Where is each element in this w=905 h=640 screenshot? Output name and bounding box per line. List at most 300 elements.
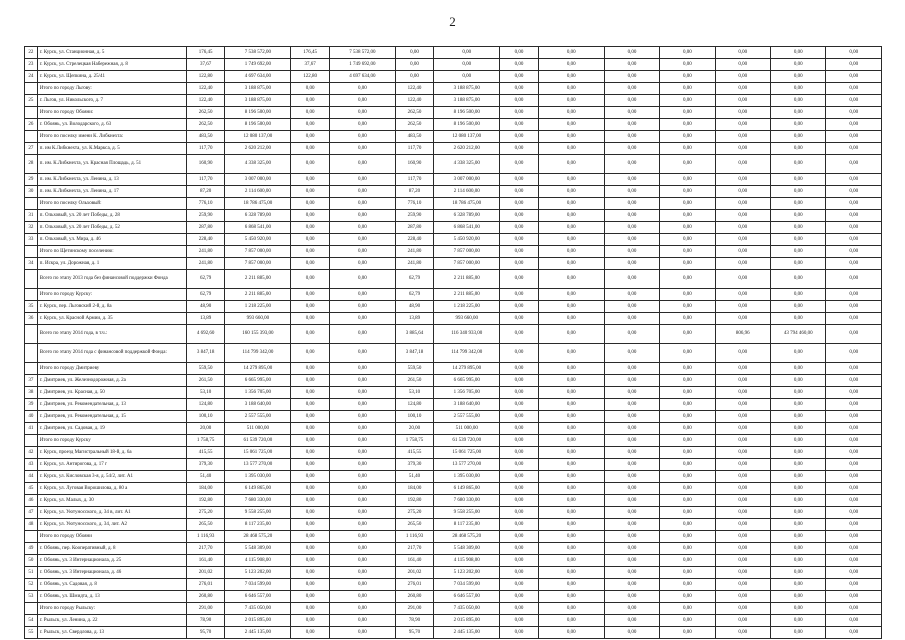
- table-cell: 1 749 692,00: [329, 59, 395, 71]
- table-cell: 0,00: [329, 363, 395, 375]
- table-cell: 0,00: [604, 325, 659, 344]
- table-cell: 0,00: [329, 627, 395, 639]
- table-row: [25, 375, 882, 387]
- table-cell: 806,96: [715, 325, 770, 344]
- table-cell: 0,00: [538, 313, 604, 325]
- table-cell: 0,00: [329, 423, 395, 435]
- table-cell: 1 356 705,00: [434, 387, 500, 399]
- row-number: [25, 270, 38, 289]
- table-cell: 228,40: [395, 234, 433, 246]
- row-number: 45: [25, 483, 38, 495]
- table-cell: 0,00: [291, 222, 329, 234]
- table-row: [25, 301, 882, 313]
- table-cell: 0,00: [771, 591, 826, 603]
- table-cell: 114 799 342,00: [225, 344, 291, 363]
- table-cell: 0,00: [826, 246, 882, 258]
- table-cell: 0,00: [329, 507, 395, 519]
- row-address: Итого по городу Льгову:: [37, 83, 186, 95]
- table-cell: 483,50: [187, 131, 225, 143]
- table-row: [25, 155, 882, 174]
- table-cell: 0,00: [826, 155, 882, 174]
- table-cell: 0,00: [826, 313, 882, 325]
- table-cell: 0,00: [715, 174, 770, 186]
- table-cell: 0,00: [395, 71, 433, 83]
- table-cell: 0,00: [771, 186, 826, 198]
- table-cell: 0,00: [291, 174, 329, 186]
- table-cell: 2 211 885,00: [434, 289, 500, 301]
- row-number: 33: [25, 234, 38, 246]
- table-cell: 0,00: [715, 186, 770, 198]
- row-address: г. Дмитриев, ул. Рекомендательная, д. 13: [37, 399, 186, 411]
- table-cell: 0,00: [538, 270, 604, 289]
- table-cell: 0,00: [604, 375, 659, 387]
- row-address: г. Дмитриев, ул. Железнодорожная, д. 2а: [37, 375, 186, 387]
- row-number: [25, 198, 38, 210]
- table-cell: 8 196 500,00: [434, 119, 500, 131]
- table-cell: 559,50: [395, 363, 433, 375]
- row-address: п. им К.Либкнехта, ул. К.Маркса, д. 5: [37, 143, 186, 155]
- table-cell: 0,00: [329, 246, 395, 258]
- table-cell: 0,00: [826, 131, 882, 143]
- table-cell: 0,00: [715, 555, 770, 567]
- table-cell: 3 188 640,00: [225, 399, 291, 411]
- table-cell: 0,00: [538, 615, 604, 627]
- table-cell: 0,00: [715, 270, 770, 289]
- row-address: Итого по городу Обояни: [37, 531, 186, 543]
- table-cell: 0,00: [538, 603, 604, 615]
- table-cell: 0,00: [538, 591, 604, 603]
- table-cell: 3 188 640,00: [434, 399, 500, 411]
- table-cell: 0,00: [826, 435, 882, 447]
- table-cell: 0,00: [538, 471, 604, 483]
- table-cell: 0,00: [604, 603, 659, 615]
- table-cell: 4 338 325,00: [434, 155, 500, 174]
- row-address: Итого по городу Дмитриеву: [37, 363, 186, 375]
- table-cell: 0,00: [329, 289, 395, 301]
- table-cell: 0,00: [604, 59, 659, 71]
- table-row: [25, 131, 882, 143]
- table-cell: 0,00: [715, 258, 770, 270]
- table-row: [25, 471, 882, 483]
- table-cell: 0,00: [538, 210, 604, 222]
- table-cell: 0,00: [715, 411, 770, 423]
- table-cell: 0,00: [715, 507, 770, 519]
- table-cell: 0,00: [771, 289, 826, 301]
- row-number: 28: [25, 155, 38, 174]
- table-cell: 0,00: [604, 591, 659, 603]
- table-cell: 18 786 475,00: [225, 198, 291, 210]
- row-address: Итого по поселку Ольховый:: [37, 198, 186, 210]
- table-cell: 3 188 875,00: [225, 83, 291, 95]
- table-cell: 241,80: [395, 258, 433, 270]
- table-cell: 1 758,75: [395, 435, 433, 447]
- table-cell: 0,00: [500, 555, 538, 567]
- table-cell: 2 620 212,00: [434, 143, 500, 155]
- table-cell: 0,00: [826, 519, 882, 531]
- table-cell: 0,00: [771, 131, 826, 143]
- table-cell: 0,00: [329, 603, 395, 615]
- table-cell: 0,00: [329, 325, 395, 344]
- table-row: [25, 423, 882, 435]
- table-cell: 241,80: [187, 258, 225, 270]
- table-cell: 122,40: [395, 95, 433, 107]
- table-cell: 0,00: [715, 471, 770, 483]
- table-cell: 0,00: [538, 95, 604, 107]
- table-cell: 7 680 330,00: [225, 495, 291, 507]
- table-cell: 0,00: [660, 313, 715, 325]
- table-cell: 4 697 634,00: [329, 71, 395, 83]
- row-number: [25, 107, 38, 119]
- table-cell: 201,02: [395, 567, 433, 579]
- table-cell: 0,00: [715, 399, 770, 411]
- row-number: 52: [25, 579, 38, 591]
- table-cell: 0,00: [538, 198, 604, 210]
- table-cell: 176,45: [187, 47, 225, 59]
- table-cell: 0,00: [604, 71, 659, 83]
- table-cell: 1 116,93: [395, 531, 433, 543]
- table-cell: 100,10: [395, 411, 433, 423]
- table-cell: 0,00: [826, 495, 882, 507]
- table-cell: 124,80: [187, 399, 225, 411]
- row-address: Итого по городу Курску: [37, 435, 186, 447]
- row-number: [25, 435, 38, 447]
- row-address: г. Льгов, ул. Никольского, д. 7: [37, 95, 186, 107]
- table-cell: 0,00: [771, 531, 826, 543]
- row-address: г. Курск, ул. Уютуносского, д. 34 в, лит. А1: [37, 507, 186, 519]
- table-cell: 0,00: [660, 627, 715, 639]
- row-number: 27: [25, 143, 38, 155]
- row-number: [25, 83, 38, 95]
- table-cell: 0,00: [660, 234, 715, 246]
- table-cell: 0,00: [826, 186, 882, 198]
- table-cell: 0,00: [826, 411, 882, 423]
- table-cell: 95,70: [187, 627, 225, 639]
- page-number: 2: [449, 14, 456, 29]
- table-cell: 48,90: [187, 301, 225, 313]
- table-cell: 0,00: [826, 325, 882, 344]
- table-cell: 0,00: [771, 155, 826, 174]
- row-number: 25: [25, 95, 38, 107]
- table-cell: 0,00: [291, 186, 329, 198]
- table-cell: 287,80: [187, 222, 225, 234]
- table-row: [25, 143, 882, 155]
- table-cell: 0,00: [538, 423, 604, 435]
- table-cell: 261,50: [187, 375, 225, 387]
- table-cell: 51,40: [395, 471, 433, 483]
- row-address: п. Ольховый, ул. 20 лет Победы, д. 28: [37, 210, 186, 222]
- table-cell: 0,00: [771, 83, 826, 95]
- table-cell: 0,00: [538, 555, 604, 567]
- table-cell: 0,00: [329, 543, 395, 555]
- row-number: 41: [25, 423, 38, 435]
- table-cell: 0,00: [826, 210, 882, 222]
- table-cell: 114 799 342,00: [434, 344, 500, 363]
- table-cell: 0,00: [329, 459, 395, 471]
- table-cell: 7 538 572,00: [329, 47, 395, 59]
- table-cell: 241,80: [187, 246, 225, 258]
- table-cell: 0,00: [538, 222, 604, 234]
- table-cell: 8 196 500,00: [225, 119, 291, 131]
- table-row: [25, 603, 882, 615]
- table-row: [25, 198, 882, 210]
- table-cell: 20,00: [187, 423, 225, 435]
- table-cell: 0,00: [715, 603, 770, 615]
- table-cell: 0,00: [660, 95, 715, 107]
- table-cell: 0,00: [329, 495, 395, 507]
- row-number: [25, 363, 38, 375]
- table-row: [25, 313, 882, 325]
- table-cell: 0,00: [500, 313, 538, 325]
- table-cell: 6 868 541,00: [434, 222, 500, 234]
- table-row: [25, 174, 882, 186]
- table-cell: 0,00: [291, 435, 329, 447]
- table-cell: 53,10: [187, 387, 225, 399]
- row-address: п. им. К.Либкнехта, ул. Ленина, д. 17: [37, 186, 186, 198]
- table-cell: 0,00: [604, 507, 659, 519]
- table-cell: 184,00: [187, 483, 225, 495]
- table-cell: 0,00: [660, 155, 715, 174]
- table-cell: 0,00: [538, 531, 604, 543]
- table-cell: 7 435 050,00: [225, 603, 291, 615]
- table-cell: 0,00: [329, 579, 395, 591]
- table-cell: 0,00: [604, 459, 659, 471]
- table-cell: 0,00: [660, 567, 715, 579]
- table-cell: 122,40: [395, 83, 433, 95]
- table-row: [25, 107, 882, 119]
- table-cell: 0,00: [500, 47, 538, 59]
- table-row: [25, 258, 882, 270]
- row-address: г. Обоянь, ул. Володарского, д. 63: [37, 119, 186, 131]
- table-cell: 0,00: [771, 301, 826, 313]
- table-cell: 0,00: [771, 603, 826, 615]
- table-cell: 0,00: [826, 531, 882, 543]
- row-address: г. Курск, проезд Магистральный 18-й, д. 6а: [37, 447, 186, 459]
- table-cell: 0,00: [329, 222, 395, 234]
- row-number: 38: [25, 387, 38, 399]
- table-cell: 0,00: [660, 258, 715, 270]
- row-number: 24: [25, 71, 38, 83]
- table-row: [25, 399, 882, 411]
- table-cell: 0,00: [538, 131, 604, 143]
- row-address: г. Курск, ул. Станционная, д. 5: [37, 47, 186, 59]
- table-cell: 0,00: [771, 210, 826, 222]
- table-cell: 0,00: [538, 234, 604, 246]
- table-cell: 0,00: [715, 313, 770, 325]
- table-cell: 1 218 225,00: [434, 301, 500, 313]
- table-cell: 0,00: [329, 258, 395, 270]
- row-number: [25, 246, 38, 258]
- row-number: 40: [25, 411, 38, 423]
- table-cell: 78,90: [187, 615, 225, 627]
- table-cell: 0,00: [538, 627, 604, 639]
- table-cell: 117,70: [187, 174, 225, 186]
- table-cell: 0,00: [500, 83, 538, 95]
- table-cell: 0,00: [715, 579, 770, 591]
- table-cell: 37,67: [291, 59, 329, 71]
- table-body: [25, 47, 882, 639]
- table-cell: 0,00: [538, 483, 604, 495]
- row-address: Всего по этапу 2014 года с финансовой поддержкой Фонда:: [37, 344, 186, 363]
- table-cell: 0,00: [771, 234, 826, 246]
- table-cell: 0,00: [826, 591, 882, 603]
- table-cell: 12 080 137,00: [225, 131, 291, 143]
- table-cell: 0,00: [715, 131, 770, 143]
- table-row: [25, 531, 882, 543]
- table-cell: 0,00: [604, 47, 659, 59]
- table-cell: 117,70: [395, 143, 433, 155]
- row-number: 22: [25, 47, 38, 59]
- table-cell: 0,00: [715, 627, 770, 639]
- row-address: п. Ольховый, ул. 20 лет Победы, д. 52: [37, 222, 186, 234]
- table-cell: 260,80: [395, 591, 433, 603]
- table-cell: 3 847,18: [187, 344, 225, 363]
- table-cell: 0,00: [291, 423, 329, 435]
- table-cell: 511 000,00: [225, 423, 291, 435]
- table-cell: 776,10: [395, 198, 433, 210]
- table-cell: 4 115 908,00: [434, 555, 500, 567]
- table-cell: 0,00: [329, 155, 395, 174]
- table-cell: 1 218 225,00: [225, 301, 291, 313]
- table-cell: 0,00: [604, 174, 659, 186]
- table-cell: 0,00: [826, 59, 882, 71]
- table-cell: 0,00: [538, 174, 604, 186]
- table-row: [25, 411, 882, 423]
- row-address: Итого по городу Обояни:: [37, 107, 186, 119]
- table-cell: 0,00: [771, 59, 826, 71]
- table-cell: 2 211 885,00: [225, 270, 291, 289]
- table-cell: 0,00: [500, 543, 538, 555]
- table-cell: 0,00: [660, 210, 715, 222]
- table-cell: 0,00: [660, 483, 715, 495]
- row-number: 26: [25, 119, 38, 131]
- table-cell: 0,00: [500, 399, 538, 411]
- table-cell: 0,00: [538, 119, 604, 131]
- table-cell: 8 117 235,00: [434, 519, 500, 531]
- table-cell: 5 450 920,00: [225, 234, 291, 246]
- table-cell: 262,50: [187, 107, 225, 119]
- row-address: п. Искра, ул. Дорожная, д. 1: [37, 258, 186, 270]
- table-cell: 4 692,60: [187, 325, 225, 344]
- table-cell: 1 395 030,00: [225, 471, 291, 483]
- table-row: [25, 495, 882, 507]
- table-cell: 0,00: [500, 325, 538, 344]
- table-cell: 0,00: [826, 107, 882, 119]
- table-cell: 0,00: [826, 615, 882, 627]
- row-address: п. Ольховый, ул. Мира, д. 46: [37, 234, 186, 246]
- table-cell: 8 117 235,00: [225, 519, 291, 531]
- table-cell: 0,00: [500, 603, 538, 615]
- table-cell: 0,00: [500, 459, 538, 471]
- table-cell: 0,00: [329, 471, 395, 483]
- table-cell: 2 557 555,00: [434, 411, 500, 423]
- table-cell: 62,79: [187, 289, 225, 301]
- table-row: [25, 289, 882, 301]
- table-cell: 0,00: [660, 615, 715, 627]
- table-cell: 0,00: [826, 627, 882, 639]
- table-cell: 0,00: [329, 270, 395, 289]
- table-cell: 0,00: [500, 107, 538, 119]
- table-cell: 14 279 895,00: [225, 363, 291, 375]
- table-cell: 0,00: [660, 375, 715, 387]
- table-cell: 0,00: [538, 289, 604, 301]
- table-cell: 8 196 500,00: [434, 107, 500, 119]
- table-cell: 0,00: [715, 143, 770, 155]
- table-cell: 0,00: [329, 344, 395, 363]
- table-cell: 0,00: [538, 59, 604, 71]
- table-cell: 7 857 000,00: [434, 258, 500, 270]
- table-row: [25, 222, 882, 234]
- table-cell: 12 080 137,00: [434, 131, 500, 143]
- table-row: [25, 483, 882, 495]
- row-number: 39: [25, 399, 38, 411]
- row-number: 54: [25, 615, 38, 627]
- table-cell: 0,00: [329, 313, 395, 325]
- row-number: 49: [25, 543, 38, 555]
- table-cell: 14 279 895,00: [434, 363, 500, 375]
- table-cell: 0,00: [291, 519, 329, 531]
- table-cell: 0,00: [500, 435, 538, 447]
- table-cell: 0,00: [604, 155, 659, 174]
- table-cell: 0,00: [660, 344, 715, 363]
- table-cell: 0,00: [434, 71, 500, 83]
- table-cell: 0,00: [826, 543, 882, 555]
- table-cell: 0,00: [660, 519, 715, 531]
- table-cell: 87,20: [187, 186, 225, 198]
- table-cell: 0,00: [329, 107, 395, 119]
- table-cell: 0,00: [660, 423, 715, 435]
- table-cell: 0,00: [604, 363, 659, 375]
- table-cell: 3 007 000,00: [434, 174, 500, 186]
- table-cell: 0,00: [291, 363, 329, 375]
- table-cell: 13 577 270,00: [434, 459, 500, 471]
- table-row: [25, 186, 882, 198]
- table-cell: 0,00: [329, 387, 395, 399]
- table-cell: 0,00: [660, 399, 715, 411]
- table-cell: 0,00: [604, 95, 659, 107]
- row-address: Итого по городу Курску:: [37, 289, 186, 301]
- table-cell: 0,00: [500, 186, 538, 198]
- table-cell: 0,00: [771, 627, 826, 639]
- row-number: 30: [25, 186, 38, 198]
- table-cell: 0,00: [538, 258, 604, 270]
- table-cell: 0,00: [771, 543, 826, 555]
- table-cell: 0,00: [771, 507, 826, 519]
- table-cell: 116 340 933,00: [434, 325, 500, 344]
- row-address: Итого по Щетинскому поселению:: [37, 246, 186, 258]
- table-cell: 15 061 725,00: [225, 447, 291, 459]
- table-cell: 0,00: [500, 627, 538, 639]
- table-row: [25, 59, 882, 71]
- table-cell: 0,00: [291, 531, 329, 543]
- table-row: [25, 507, 882, 519]
- table-cell: 5 548 309,00: [434, 543, 500, 555]
- table-cell: 0,00: [826, 71, 882, 83]
- table-cell: 0,00: [660, 198, 715, 210]
- table-cell: 1 395 030,00: [434, 471, 500, 483]
- table-cell: 0,00: [715, 71, 770, 83]
- table-cell: 0,00: [500, 59, 538, 71]
- table-cell: 0,00: [771, 375, 826, 387]
- table-row: [25, 95, 882, 107]
- table-cell: 241,80: [395, 246, 433, 258]
- row-number: 36: [25, 313, 38, 325]
- table-cell: 0,00: [604, 246, 659, 258]
- table-cell: 0,00: [771, 246, 826, 258]
- table-cell: 0,00: [771, 119, 826, 131]
- table-cell: 2 445 135,00: [434, 627, 500, 639]
- table-cell: 217,70: [187, 543, 225, 555]
- table-cell: 0,00: [291, 143, 329, 155]
